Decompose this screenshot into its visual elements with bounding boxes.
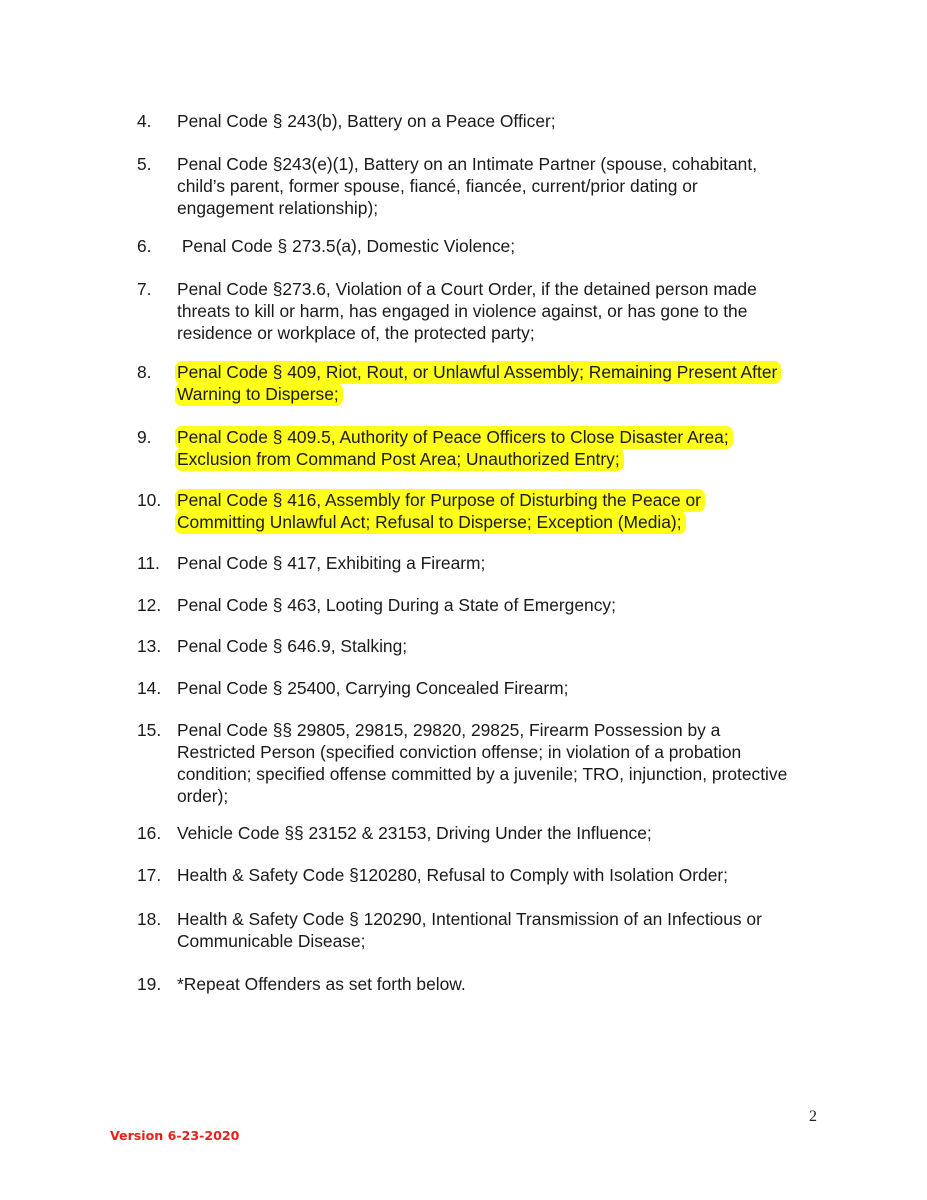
list-item-text bbox=[177, 822, 827, 844]
highlighted-text: Penal Code § 409, Riot, Rout, or Unlawful Assembly; Remaining Present After bbox=[175, 361, 781, 384]
list-item-line: threats to kill or harm, has engaged in violence against, or has gone to the bbox=[177, 301, 748, 321]
list-item-line: Penal Code § 25400, Carrying Concealed Firearm; bbox=[177, 678, 569, 698]
list-item-line: Penal Code §243(e)(1), Battery on an Intimate Partner (spouse, cohabitant, bbox=[177, 154, 758, 174]
highlighted-text: Warning to Disperse; bbox=[175, 383, 343, 406]
list-item-line bbox=[177, 383, 827, 405]
list-item-line: *Repeat Offenders as set forth below. bbox=[177, 974, 466, 994]
highlighted-text: Penal Code § 409.5, Authority of Peace Officers to Close Disaster Area; bbox=[175, 426, 733, 449]
highlighted-text: Exclusion from Command Post Area; Unauthorized Entry; bbox=[175, 448, 624, 471]
list-item-number: 5. bbox=[137, 154, 152, 174]
list-item-line: residence or workplace of, the protected party; bbox=[177, 323, 535, 343]
list-item-line: Vehicle Code §§ 23152 & 23153, Driving Under the Influence; bbox=[177, 823, 652, 843]
list-item-number: 4. bbox=[137, 111, 152, 131]
list-item-text bbox=[177, 719, 827, 807]
list-item-line: order); bbox=[177, 786, 229, 806]
list-item-number: 18. bbox=[137, 909, 162, 929]
list-item-line: Penal Code §§ 29805, 29815, 29820, 29825, Firearm Possession by a bbox=[177, 720, 721, 740]
list-item-number: 12. bbox=[137, 595, 162, 615]
list-item-line bbox=[177, 426, 827, 448]
list-item-text bbox=[177, 110, 827, 132]
list-item-text bbox=[177, 361, 827, 405]
list-item-text bbox=[177, 489, 827, 533]
list-item-number: 7. bbox=[137, 279, 152, 299]
list-item-text bbox=[177, 594, 827, 616]
list-item-line: Penal Code § 417, Exhibiting a Firearm; bbox=[177, 553, 486, 573]
list-item-number: 13. bbox=[137, 636, 162, 656]
list-item-text bbox=[177, 908, 827, 952]
highlighted-text: Penal Code § 416, Assembly for Purpose of Disturbing the Peace or bbox=[175, 489, 705, 512]
list-item-text bbox=[177, 864, 827, 886]
list-item-text bbox=[177, 153, 827, 219]
list-item-line: Health & Safety Code § 120290, Intentional Transmission of an Infectious or bbox=[177, 909, 762, 929]
highlighted-text: Committing Unlawful Act; Refusal to Disperse; Exception (Media); bbox=[175, 511, 686, 534]
list-item-number: 10. bbox=[137, 490, 162, 510]
list-item-text bbox=[177, 677, 827, 699]
list-item-line: Communicable Disease; bbox=[177, 931, 366, 951]
list-item-text bbox=[177, 635, 827, 657]
list-item-line: Restricted Person (specified conviction offense; in violation of a probation bbox=[177, 742, 742, 762]
list-item-number: 15. bbox=[137, 720, 162, 740]
list-item-line: engagement relationship); bbox=[177, 198, 379, 218]
list-item-number: 16. bbox=[137, 823, 162, 843]
list-item-number: 6. bbox=[137, 236, 152, 256]
list-item-line bbox=[177, 448, 827, 470]
list-item-line: Penal Code § 463, Looting During a State of Emergency; bbox=[177, 595, 616, 615]
list-item-number: 14. bbox=[137, 678, 162, 698]
list-item-line: Health & Safety Code §120280, Refusal to Comply with Isolation Order; bbox=[177, 865, 728, 885]
list-item-text bbox=[177, 552, 827, 574]
list-item-text bbox=[177, 973, 827, 995]
list-item-line bbox=[177, 511, 827, 533]
list-item-line: child’s parent, former spouse, fiancé, fiancée, current/prior dating or bbox=[177, 176, 698, 196]
list-item-line bbox=[177, 361, 827, 383]
list-item-line: condition; specified offense committed by a juvenile; TRO, injunction, protective bbox=[177, 764, 788, 784]
list-item-line bbox=[177, 489, 827, 511]
list-item-line: Penal Code § 273.5(a), Domestic Violence; bbox=[177, 236, 516, 256]
list-item-line: Penal Code § 243(b), Battery on a Peace Officer; bbox=[177, 111, 556, 131]
list-item-number: 9. bbox=[137, 427, 152, 447]
list-item-number: 8. bbox=[137, 362, 152, 382]
list-item-number: 19. bbox=[137, 974, 162, 994]
list-item-text bbox=[177, 278, 827, 344]
page-number: 2 bbox=[809, 1108, 817, 1125]
list-item-text bbox=[177, 235, 827, 257]
list-item-text bbox=[177, 426, 827, 470]
list-item-line: Penal Code §273.6, Violation of a Court Order, if the detained person made bbox=[177, 279, 757, 299]
list-item-line: Penal Code § 646.9, Stalking; bbox=[177, 636, 408, 656]
list-item-number: 11. bbox=[137, 553, 160, 573]
version-label: Version 6-23-2020 bbox=[110, 1128, 240, 1143]
list-item-number: 17. bbox=[137, 865, 162, 885]
